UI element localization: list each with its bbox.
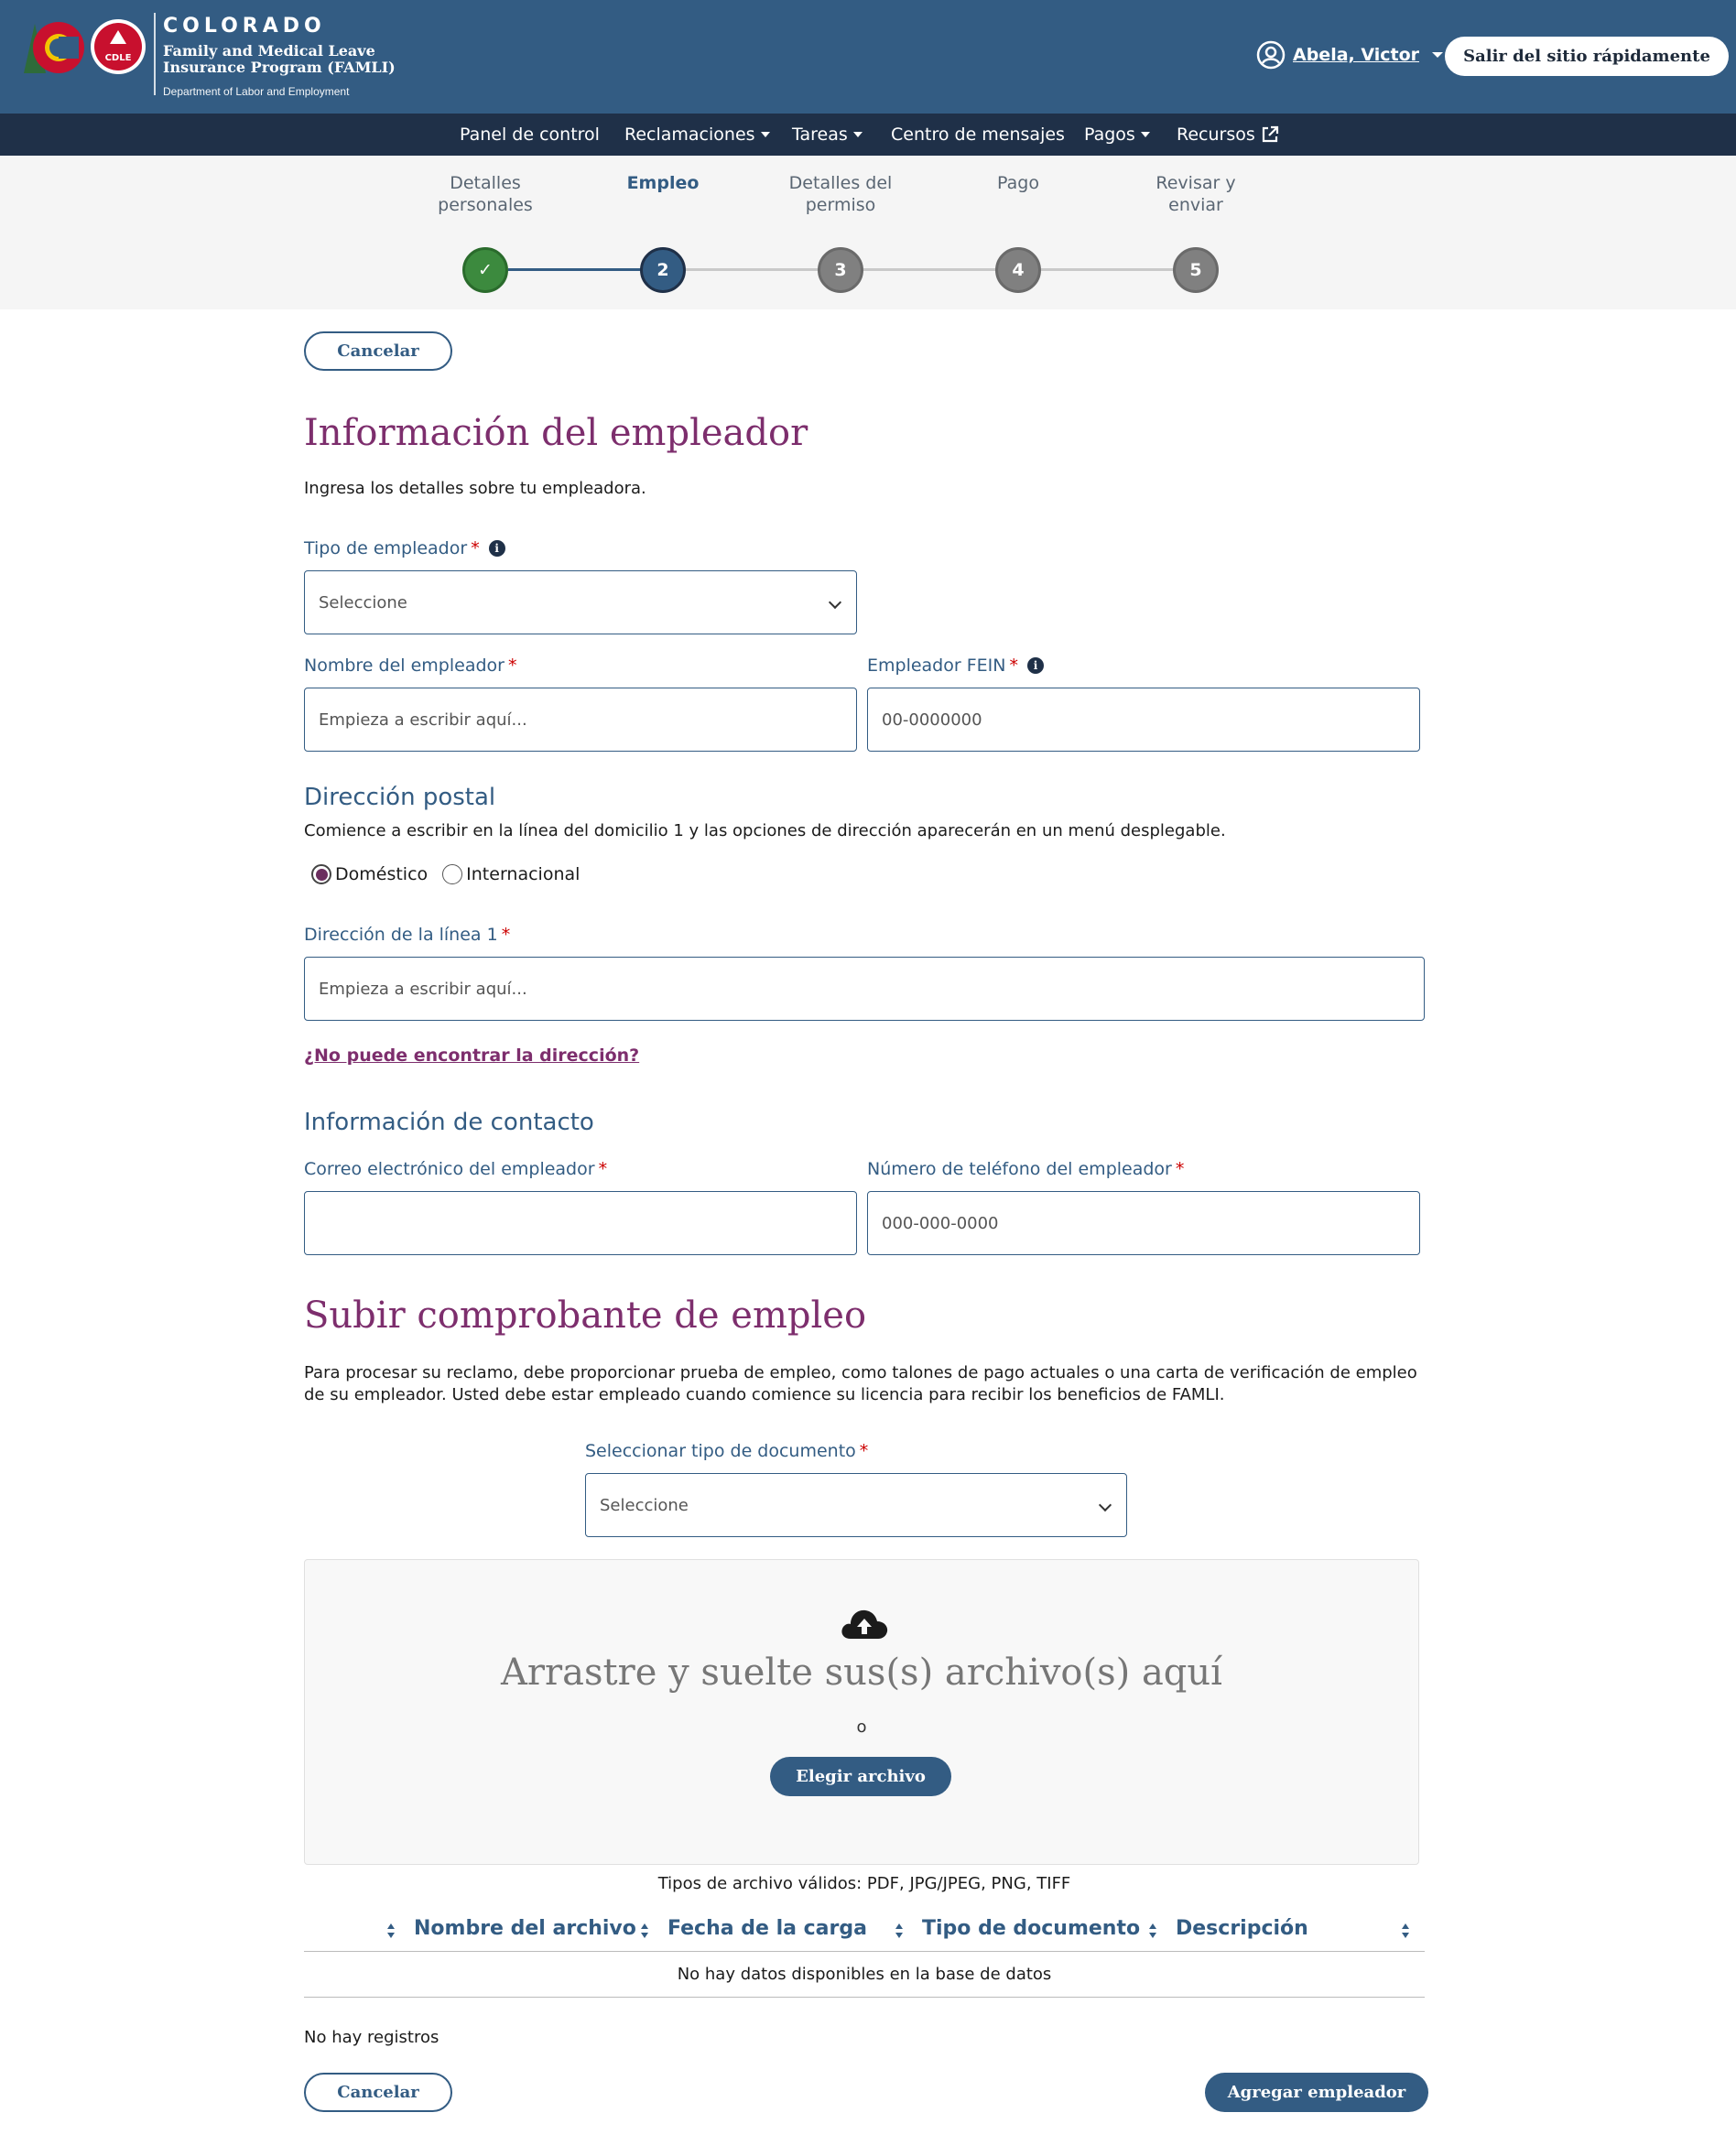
sort-icon[interactable]: [640, 1923, 649, 1941]
records-count: No hay registros: [304, 2028, 439, 2047]
employer-name-label-text: Nombre del empleador: [304, 655, 505, 676]
step-label-review: [1104, 172, 1287, 216]
cdle-badge-text: CDLE: [104, 53, 132, 63]
address-line1-placeholder: Empieza a escribir aquí...: [319, 979, 527, 999]
step-2-circle: 2: [640, 247, 686, 293]
sort-icon[interactable]: [386, 1923, 396, 1941]
brand-divider: [154, 13, 156, 95]
fein-label-text: Empleador FEIN: [867, 655, 1006, 676]
address-line1-input[interactable]: [304, 957, 1425, 1021]
required-mark: *: [507, 655, 517, 676]
upload-description-line1: Para procesar su reclamo, debe proporcionar prueba de empleo, como talones de pago actuales o una carta de verificación de empleo: [304, 1363, 1417, 1382]
caret-down-icon: [761, 132, 770, 137]
nav-claims[interactable]: [624, 125, 770, 145]
postal-address-heading: Dirección postal: [304, 784, 496, 811]
main-nav: [0, 114, 1736, 156]
column-description[interactable]: Descripción: [1176, 1917, 1308, 1940]
doc-type-label: [585, 1441, 868, 1461]
employer-email-label-text: Correo electrónico del empleador: [304, 1159, 595, 1179]
contact-info-heading: Información de contacto: [304, 1109, 594, 1136]
brand-block: [163, 15, 396, 98]
drop-or-text: o: [856, 1717, 867, 1737]
radio-domestic-label: Doméstico: [335, 864, 429, 884]
file-dropzone[interactable]: [304, 1559, 1419, 1865]
step-connector: [686, 268, 819, 271]
employer-phone-input[interactable]: [867, 1191, 1420, 1255]
radio-international[interactable]: [442, 864, 462, 884]
employer-type-value: Seleccione: [319, 592, 407, 612]
column-document-type[interactable]: Tipo de documento: [922, 1917, 1141, 1940]
column-upload-date[interactable]: Fecha de la carga: [667, 1917, 867, 1940]
sort-icon[interactable]: [895, 1923, 904, 1941]
postal-address-hint: Comience a escribir en la línea del domicilio 1 y las opciones de dirección aparecerán en un menú desplegable.: [304, 821, 1226, 840]
step-3-circle: 3: [818, 247, 863, 293]
step-4-circle: 4: [995, 247, 1041, 293]
page-intro: Ingresa los detalles sobre tu empleadora.: [304, 479, 646, 498]
upload-heading: Subir comprobante de empleo: [304, 1295, 867, 1337]
step-connector: [508, 268, 641, 271]
fein-label: [867, 655, 1044, 676]
step-label-employment: [571, 172, 754, 194]
upload-description: [304, 1362, 1417, 1406]
required-mark: *: [471, 538, 480, 558]
doc-type-value: Seleccione: [600, 1495, 689, 1515]
step-label-line2: permiso: [805, 195, 876, 215]
required-mark: *: [859, 1441, 869, 1461]
choose-file-button[interactable]: Elegir archivo: [770, 1757, 951, 1796]
required-mark: *: [501, 925, 511, 945]
step-label-line1: Pago: [997, 173, 1039, 193]
step-label-line1: Empleo: [626, 173, 700, 193]
column-file-name[interactable]: Nombre del archivo: [414, 1917, 636, 1940]
step-connector: [1041, 268, 1174, 271]
sort-icon[interactable]: [1401, 1923, 1410, 1941]
user-menu[interactable]: [1256, 40, 1443, 70]
step-5-circle: 5: [1173, 247, 1219, 293]
chevron-down-icon: [1432, 52, 1443, 58]
quick-exit-button[interactable]: Salir del sitio rápidamente: [1445, 37, 1729, 76]
employer-email-input[interactable]: [304, 1191, 857, 1255]
cancel-button-bottom[interactable]: Cancelar: [304, 2073, 452, 2112]
brand-program-line2: Insurance Program (FAMLI): [163, 59, 396, 76]
info-icon[interactable]: i: [1027, 657, 1044, 674]
employer-type-select[interactable]: [304, 570, 857, 634]
site-header: [0, 0, 1736, 114]
brand-state: COLORADO: [163, 15, 326, 38]
fein-placeholder: 00-0000000: [882, 710, 982, 730]
table-empty-row: No hay datos disponibles en la base de datos: [304, 1952, 1425, 1998]
brand-program-line1: Family and Medical Leave: [163, 42, 375, 60]
employer-type-label-text: Tipo de empleador: [304, 538, 468, 558]
drop-files-text: Arrastre y suelte sus(s) archivo(s) aquí: [501, 1652, 1222, 1694]
info-icon[interactable]: i: [489, 540, 505, 557]
step-label-line1: Detalles del: [788, 173, 893, 193]
colorado-cdle-logo-icon: [15, 16, 152, 81]
documents-table-header: [304, 1912, 1425, 1952]
address-line1-label: [304, 925, 510, 945]
nav-resources[interactable]: [1177, 125, 1279, 145]
nav-tasks[interactable]: [792, 125, 863, 145]
cannot-find-address-link[interactable]: ¿No puede encontrar la dirección?: [304, 1045, 640, 1066]
nav-payments[interactable]: [1084, 125, 1150, 145]
employer-name-input[interactable]: [304, 688, 857, 752]
address-line1-label-text: Dirección de la línea 1: [304, 925, 498, 945]
step-label-line2: personales: [438, 195, 533, 215]
step-label-line2: enviar: [1168, 195, 1223, 215]
user-circle-icon: [1256, 40, 1286, 70]
nav-payments-label: Pagos: [1084, 125, 1135, 145]
nav-dashboard[interactable]: [460, 125, 600, 145]
sort-icon[interactable]: [1148, 1923, 1157, 1941]
nav-dashboard-label: Panel de control: [460, 125, 600, 145]
required-mark: *: [1009, 655, 1018, 676]
step-label-leave-details: [749, 172, 932, 216]
nav-message-center-label: Centro de mensajes: [891, 125, 1065, 145]
add-employer-button[interactable]: Agregar empleador: [1205, 2073, 1428, 2112]
radio-international-label: Internacional: [466, 864, 580, 884]
step-connector: [863, 268, 996, 271]
employer-type-label: [304, 538, 505, 558]
step-label-payment: [927, 172, 1110, 194]
step-label-line1: Revisar y: [1156, 173, 1236, 193]
caret-down-icon: [1141, 132, 1150, 137]
step-1-check-icon: ✓: [462, 247, 508, 293]
required-mark: *: [598, 1159, 608, 1179]
step-label-personal: [394, 172, 577, 216]
chevron-down-icon: [1099, 1499, 1112, 1511]
doc-type-select[interactable]: [585, 1473, 1127, 1537]
valid-file-types: Tipos de archivo válidos: PDF, JPG/JPEG, PNG, TIFF: [657, 1874, 1071, 1893]
employer-email-label: [304, 1159, 607, 1179]
employer-name-placeholder: Empieza a escribir aquí...: [319, 710, 527, 730]
nav-tasks-label: Tareas: [792, 125, 848, 145]
cancel-button-top[interactable]: Cancelar: [304, 331, 452, 371]
address-type-radio-group: [311, 864, 580, 884]
chevron-down-icon: [829, 596, 841, 609]
cloud-upload-icon: [840, 1606, 889, 1642]
nav-resources-label: Recursos: [1177, 125, 1255, 145]
doc-type-label-text: Seleccionar tipo de documento: [585, 1441, 856, 1461]
nav-message-center[interactable]: [891, 125, 1065, 145]
step-label-line1: Detalles: [450, 173, 521, 193]
employer-name-label: [304, 655, 516, 676]
employer-phone-placeholder: 000-000-0000: [882, 1213, 999, 1233]
user-name[interactable]: Abela, Victor: [1293, 45, 1420, 65]
required-mark: *: [1175, 1159, 1185, 1179]
external-link-icon: [1261, 125, 1279, 144]
nav-claims-label: Reclamaciones: [624, 125, 755, 145]
brand-department: Department of Labor and Employment: [163, 85, 350, 98]
brand-program: [163, 43, 396, 76]
fein-input[interactable]: [867, 688, 1420, 752]
caret-down-icon: [853, 132, 863, 137]
page-title: Información del empleador: [304, 412, 808, 454]
employer-phone-label-text: Número de teléfono del empleador: [867, 1159, 1172, 1179]
radio-domestic[interactable]: [311, 864, 331, 884]
progress-stepper: [0, 156, 1736, 309]
upload-description-line2: de su empleador. Usted debe estar empleado cuando comience su licencia para recibir los beneficios de FAMLI.: [304, 1385, 1225, 1404]
employer-phone-label: [867, 1159, 1184, 1179]
